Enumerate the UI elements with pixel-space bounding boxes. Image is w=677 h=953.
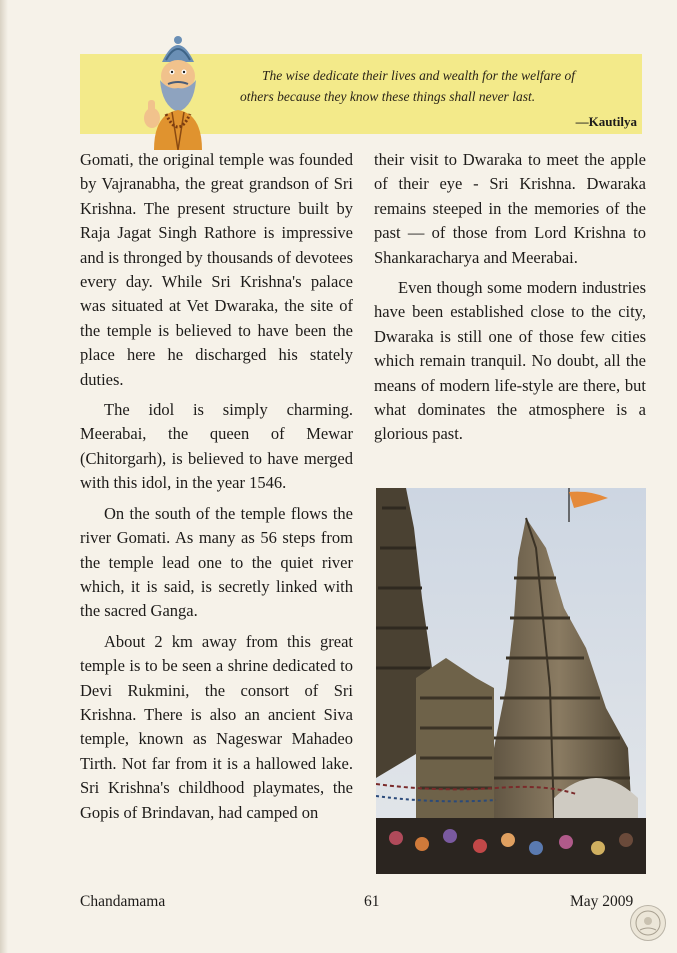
footer-issue-date: May 2009 (570, 893, 634, 910)
paragraph: About 2 km away from this great temple is to be seen a shrine dedicated to Devi Rukmini, the consort of Sri Krishna. There is also an ancient Siva temple, known as Nageswar Mahadeo Tirth. Not far from it is a hallowed lake. Sri Krishna's childhood playmates, the Gopis of Brindavan, had camped on (80, 631, 353, 822)
footer-magazine-name: Chandamama (80, 893, 166, 910)
paragraph: their visit to Dwaraka to meet the apple of their eye - Sri Krishna. Dwaraka remains steeped in the memories of the past — of those from Lord Krishna to Shankaracharya and Meerabai. (374, 150, 646, 267)
chandamama-stamp-icon (630, 905, 666, 941)
page-number: 61 (364, 893, 380, 910)
quote-line-2: others because they know these things shall never last. (240, 89, 536, 104)
paragraph: Gomati, the original temple was founded by Vajranabha, the great grandson of Sri Krishna. The present structure built by Raja Jagat Singh Rathore is impressive and is thronged by thousands of devotees every day. While Sri Krishna's palace was situated at Vet Dwaraka, the site of the temple is believed to have been the place here he discharged his stately duties. (80, 150, 353, 389)
paragraph: The idol is simply charming. Meerabai, the queen of Mewar (Chitorgarh), is believed to have merged with this idol, in the year 1546. (80, 400, 353, 493)
quote-line-1: The wise dedicate their lives and wealth for the welfare of (262, 68, 575, 83)
paragraph: On the south of the temple flows the river Gomati. As many as 56 steps from the temple lead one to the quiet river which, it is said, is secretly linked with the sacred Ganga. (80, 503, 353, 621)
article-column-left (80, 148, 353, 825)
quote-author: —Kautilya (575, 114, 637, 129)
article-column-right (374, 148, 646, 447)
dwarka-temple-photo (376, 488, 646, 874)
paragraph: Even though some modern industries have been established close to the city, Dwaraka is still one of those few cities which remain tranquil. No doubt, all the means of modern life-style are there, but what dominates the atmosphere is a glorious past. (374, 278, 646, 444)
kautilya-quote (236, 65, 634, 107)
sage-mascot-illustration (132, 32, 224, 150)
page-edge (0, 0, 8, 953)
